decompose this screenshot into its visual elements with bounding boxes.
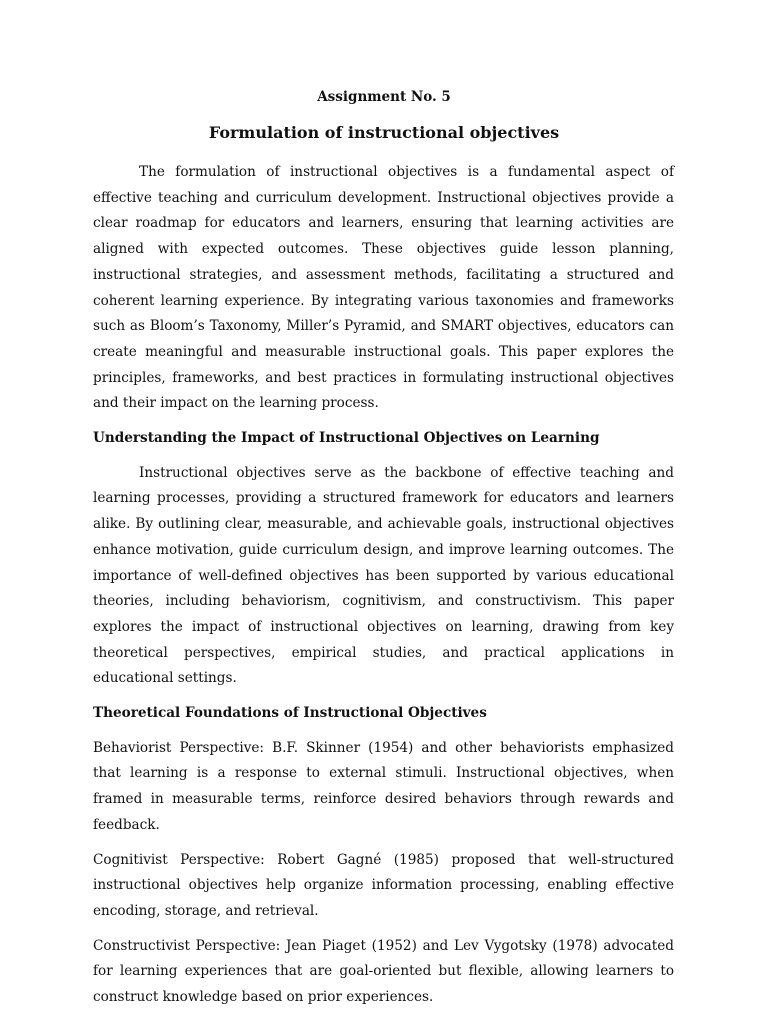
document-body [93, 160, 674, 1011]
cognitivist-paragraph: Cognitivist Perspective: Robert Gagné (1985) proposed that well-structured instructional objectives help organize information processing, enabling effective encoding, storage, and retrieval. [93, 851, 674, 919]
behaviorist-paragraph: Behaviorist Perspective: B.F. Skinner (1954) and other behaviorists emphasized that learning is a response to external stimuli. Instructional objectives, when framed in measurable terms, reinforce desired behaviors through rewards and feedback. [93, 739, 674, 833]
section-heading-impact: Understanding the Impact of Instructional Objectives on Learning [93, 430, 600, 447]
intro-paragraph: The formulation of instructional objectives is a fundamental aspect of effective teaching and curriculum development. Instructional objectives provide a clear roadmap for educators and learners, ensuring that learning activities are aligned with expected outcomes. These objectives guide lesson planning, instructional strategies, and assessment methods, facilitating a structured and coherent learning experience. By integrating various taxonomies and frameworks such as Bloom’s Taxonomy, Miller’s Pyramid, and SMART objectives, educators can create meaningful and measurable instructional goals. This paper explores the principles, frameworks, and best practices in formulating instructional objectives and their impact on the learning process. [93, 164, 674, 412]
assignment-label: Assignment No. 5 [317, 89, 451, 105]
section-heading-foundations: Theoretical Foundations of Instructional Objectives [93, 705, 487, 722]
constructivist-paragraph: Constructivist Perspective: Jean Piaget (1952) and Lev Vygotsky (1978) advocated for learning experiences that are goal-oriented but flexible, allowing learners to construct knowledge based on prior experiences. [93, 937, 674, 1006]
document-title: Formulation of instructional objectives [208, 123, 560, 142]
impact-paragraph: Instructional objectives serve as the backbone of effective teaching and learning processes, providing a structured framework for educators and learners alike. By outlining clear, measurable, and achievable goals, instructional objectives enhance motivation, guide curriculum design, and improve learning outcomes. The importance of well-defined objectives has been supported by various educational theories, including behaviorism, cognitivism, and constructivism. This paper explores the impact of instructional objectives on learning, drawing from key theoretical perspectives, empirical studies, and practical applications in educational settings. [93, 464, 674, 687]
